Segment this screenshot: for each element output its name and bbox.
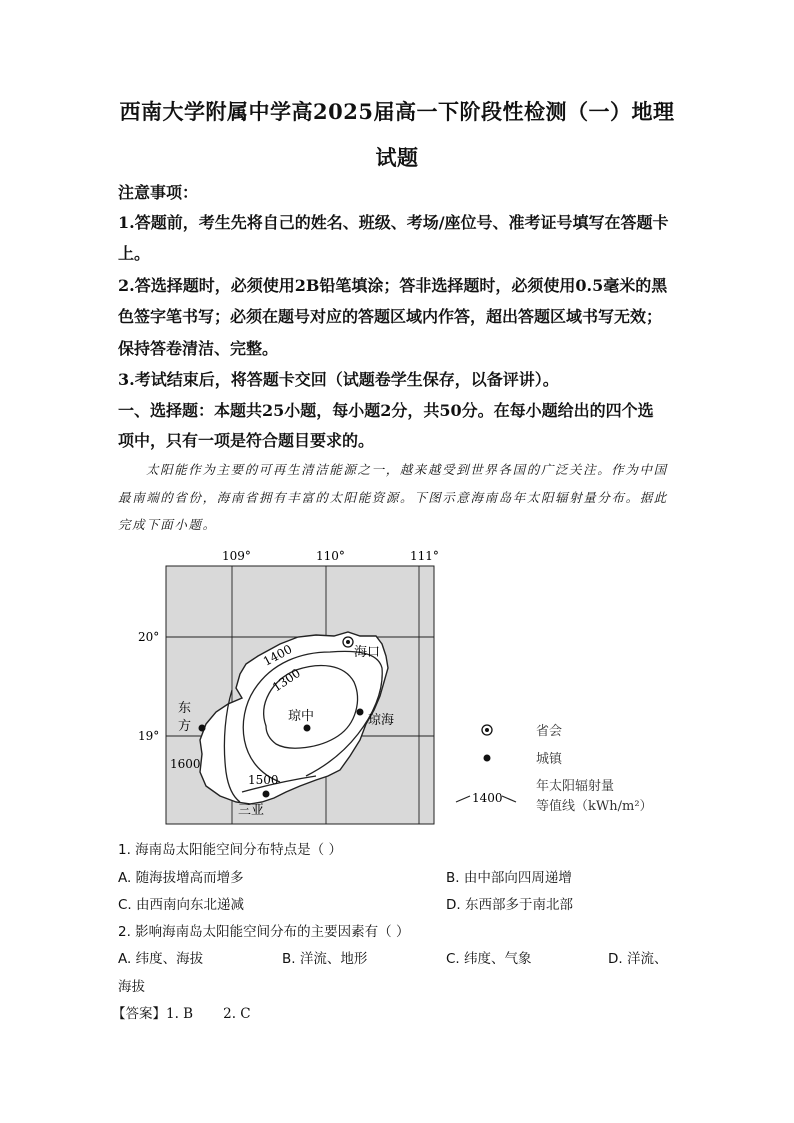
answer-value: 1. B 2. C <box>166 1006 251 1022</box>
answer-tag: 【答案】 <box>112 1006 166 1022</box>
latitude-label: 19° <box>138 729 160 743</box>
question-option: A. 随海拔增高而增多 <box>118 870 244 886</box>
latitude-label: 20° <box>138 630 160 644</box>
answer-line <box>112 1002 251 1022</box>
city-label-haikou: 海口 <box>354 645 381 660</box>
isoline-label: 1600 <box>170 757 201 771</box>
legend-isoline-label: 年太阳辐射量 <box>536 779 615 794</box>
page-title: 西南大学附属中学高2025届高一下阶段性检测（一）地理 <box>119 99 675 124</box>
notice-line: 2.答选择题时，必须使用2B铅笔填涂；答非选择题时，必须使用0.5毫米的黑 <box>118 276 668 295</box>
passage-line: 完成下面小题。 <box>118 517 217 532</box>
section-heading-cont: 项中，只有一项是符合题目要求的。 <box>118 431 375 450</box>
notice-line: 上。 <box>118 244 151 263</box>
legend-town-label: 城镇 <box>536 752 563 767</box>
city-label-sanya: 三亚 <box>238 803 265 818</box>
question-option: C. 纬度、气象 <box>446 951 532 967</box>
city-label-qionghai: 琼海 <box>368 713 395 728</box>
legend-isoline-icon <box>456 796 470 802</box>
isoline-label: 1400 <box>260 641 295 669</box>
question-option: B. 由中部向四周递增 <box>446 870 572 886</box>
legend-isoline-unit: 等值线（kWh/m²） <box>536 799 653 814</box>
notice-heading: 注意事项： <box>118 183 199 202</box>
isoline-label: 1500 <box>248 773 279 787</box>
notice-line: 1.答题前，考生先将自己的姓名、班级、考场/座位号、准考证号填写在答题卡 <box>118 213 669 232</box>
qiongzhong-town-icon <box>304 725 311 732</box>
legend-capital-label: 省会 <box>536 724 563 739</box>
notice-line: 色签字笔书写；必须在题号对应的答题区域内作答，超出答题区域书写无效； <box>118 307 663 326</box>
longitude-label: 111° <box>410 549 439 563</box>
notice-line: 保持答卷清洁、完整。 <box>118 339 279 358</box>
question-stem: 2. 影响海南岛太阳能空间分布的主要因素有（ ） <box>118 924 410 940</box>
longitude-label: 110° <box>316 549 345 563</box>
isoline-label: 1300 <box>269 665 304 695</box>
question-option: C. 由西南向东北递减 <box>118 897 245 913</box>
city-label-dongfang: 方 <box>178 719 192 734</box>
question-option: D. 东西部多于南北部 <box>446 897 573 913</box>
qionghai-town-icon <box>357 709 364 716</box>
hainan-solar-radiation-map <box>130 540 690 830</box>
legend-town-icon <box>484 755 491 762</box>
sanya-town-icon <box>263 791 270 798</box>
question-option: B. 洋流、地形 <box>282 951 368 967</box>
dongfang-town-icon <box>199 725 206 732</box>
longitude-label: 109° <box>222 549 251 563</box>
city-label-dongfang: 东 <box>178 701 192 716</box>
question-option-wrap: 海拔 <box>118 979 145 995</box>
page-title-cont: 试题 <box>375 145 419 170</box>
notice-line: 3.考试结束后，将答题卡交回（试题卷学生保存，以备评讲）。 <box>118 370 559 389</box>
passage-line: 最南端的省份，海南省拥有丰富的太阳能资源。下图示意海南岛年太阳辐射量分布。据此 <box>118 490 668 505</box>
question-option: A. 纬度、海拔 <box>118 951 204 967</box>
question-stem: 1. 海南岛太阳能空间分布特点是（ ） <box>118 842 342 858</box>
legend-isoline-value: 1400 <box>472 791 503 805</box>
passage-line: 太阳能作为主要的可再生清洁能源之一，越来越受到世界各国的广泛关注。作为中国 <box>146 462 668 477</box>
city-label-qiongzhong: 琼中 <box>288 709 315 724</box>
question-option: D. 洋流、 <box>608 951 668 967</box>
section-heading: 一、选择题：本题共25小题，每小题2分，共50分。在每小题给出的四个选 <box>118 401 654 420</box>
